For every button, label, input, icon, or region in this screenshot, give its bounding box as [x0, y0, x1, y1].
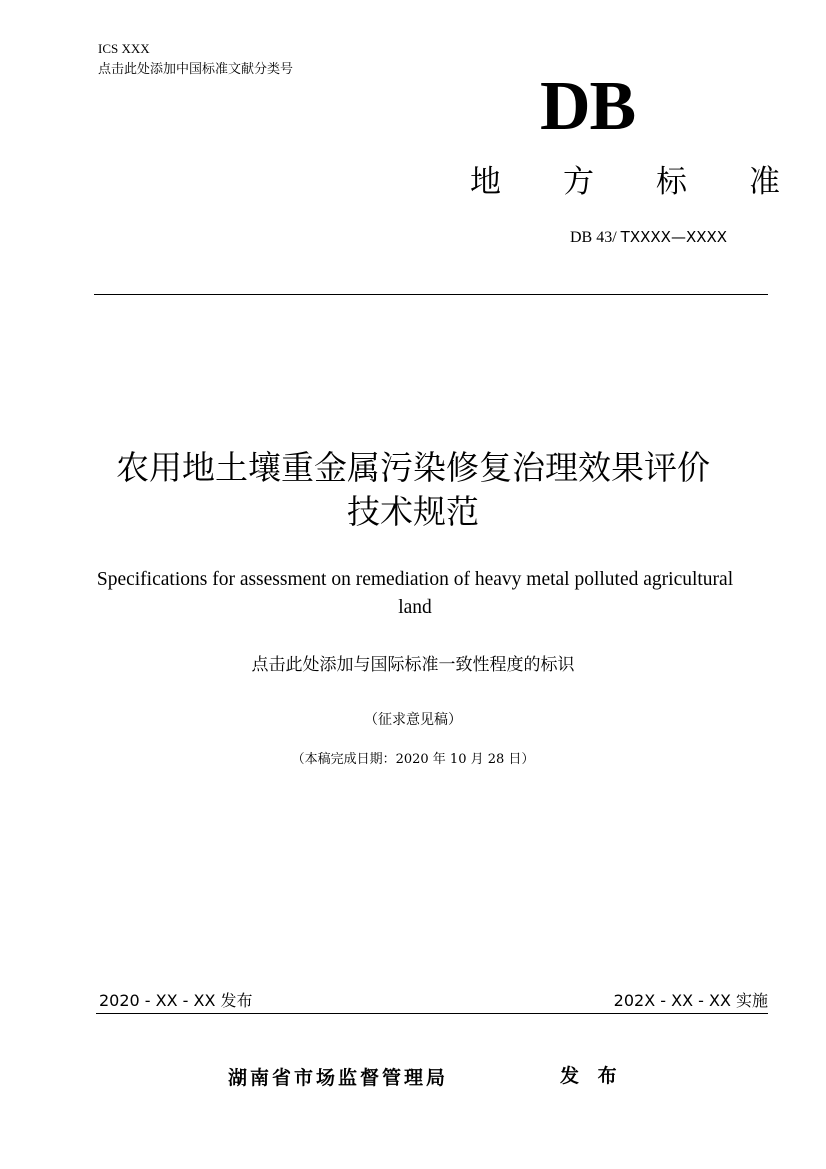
standard-type-char: 标: [656, 164, 687, 200]
draft-status: （征求意见稿）: [364, 712, 462, 728]
ics-code: ICS XXX: [98, 41, 150, 56]
standard-number-code: TXXXX—XXXX: [620, 228, 728, 246]
chinese-title-line-2: 技术规范: [347, 492, 479, 531]
implementation-date: 202X - XX - XX 实施: [613, 991, 768, 1010]
standard-type-char: 准: [749, 164, 780, 200]
issuing-authority: 湖南省市场监督管理局: [228, 1067, 449, 1089]
standard-type-char: 地: [470, 164, 501, 200]
english-title: Specifications for assessment on remediation of heavy metal polluted agricultural land: [96, 569, 734, 618]
release-date: 2020 - XX - XX 发布: [99, 991, 253, 1010]
standard-type-char: 方: [563, 164, 594, 200]
consistency-placeholder[interactable]: 点击此处添加与国际标准一致性程度的标识: [251, 655, 575, 675]
standard-type-heading: [470, 162, 780, 202]
standard-number-prefix: DB 43/: [570, 229, 621, 246]
classification-number-placeholder[interactable]: 点击此处添加中国标准文献分类号: [98, 62, 294, 77]
completion-date: （本稿完成日期：2020 年 10 月 28 日）: [291, 752, 535, 767]
chinese-title: [60, 446, 766, 534]
db-logo: DB: [540, 68, 636, 145]
standard-number: [570, 226, 727, 249]
footer-divider: [96, 1013, 768, 1014]
chinese-title-line-1: 农用地土壤重金属污染修复治理效果评价: [116, 448, 710, 487]
header-divider: [94, 294, 768, 295]
issue-label: 发 布: [560, 1065, 623, 1087]
